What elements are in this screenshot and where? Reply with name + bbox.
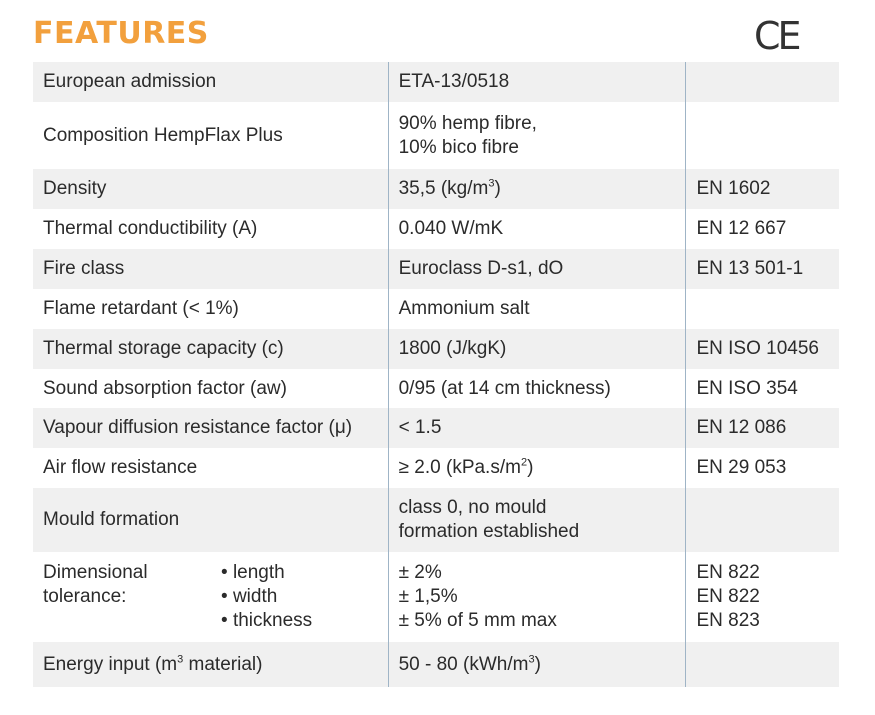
dimensional-tolerance-label: Dimensional tolerance: — [43, 562, 148, 607]
superscript: 2 — [520, 456, 528, 469]
table-row — [33, 552, 839, 642]
table-row — [33, 448, 839, 488]
value-cell: 0/95 (at 14 cm thickness) — [388, 369, 686, 408]
value-cell — [388, 102, 686, 169]
value-cell — [388, 642, 686, 687]
standard-line: EN 822 — [696, 562, 760, 583]
value-line: formation established — [398, 521, 580, 542]
value-text: ) — [534, 653, 541, 675]
superscript: 3 — [488, 177, 495, 190]
table-row — [33, 488, 839, 552]
value-line: ± 1,5% — [398, 586, 458, 607]
features-table — [33, 62, 839, 687]
superscript: 3 — [177, 653, 184, 666]
standard-cell: EN ISO 354 — [696, 377, 798, 399]
table-row — [33, 169, 839, 209]
value-text: 35,5 (kg/m — [398, 178, 489, 199]
property-cell: European admission — [33, 62, 388, 102]
standard-cell: EN 12 086 — [686, 408, 839, 448]
property-cell: Air flow resistance — [43, 457, 198, 478]
value-cell — [388, 552, 686, 642]
value-cell: 0.040 W/mK — [388, 209, 686, 249]
value-cell: 1800 (J/kgK) — [388, 329, 686, 369]
property-cell: Thermal storage capacity (c) — [33, 329, 388, 369]
standard-cell: EN 13 501-1 — [686, 249, 839, 289]
table-row — [33, 209, 839, 249]
standard-cell — [686, 289, 839, 329]
sub-item-width: • width — [221, 585, 312, 609]
value-text: ≥ 2.0 (kPa.s/m — [398, 457, 521, 478]
table-row — [33, 408, 839, 448]
value-cell: ETA-13/0518 — [388, 62, 686, 102]
property-cell: Composition HempFlax Plus — [43, 124, 283, 146]
table-row — [33, 62, 839, 102]
property-cell: Mould formation — [33, 488, 388, 552]
value-line: ± 2% — [398, 562, 442, 583]
property-cell — [33, 642, 388, 687]
page-title: FEATURES — [33, 16, 209, 51]
property-cell: Flame retardant (< 1%) — [43, 298, 239, 319]
table-row — [33, 102, 839, 169]
table-row — [33, 249, 839, 289]
standard-cell: EN 1602 — [686, 169, 839, 209]
value-cell: Ammonium salt — [388, 289, 686, 329]
standard-cell — [686, 102, 839, 169]
value-cell — [388, 169, 686, 209]
tolerance-sub-items — [221, 561, 312, 633]
value-text: ) — [527, 457, 534, 478]
standard-cell: EN ISO 10456 — [686, 329, 839, 369]
value-line: class 0, no mould — [398, 497, 547, 518]
property-text: Energy input (m — [43, 653, 178, 675]
standard-cell — [686, 552, 839, 642]
standard-cell — [686, 642, 839, 687]
property-text: material) — [183, 653, 263, 675]
property-cell: Fire class — [33, 249, 388, 289]
property-cell — [33, 552, 388, 642]
property-cell: Vapour diffusion resistance factor (μ) — [33, 408, 388, 448]
table-row — [33, 369, 839, 408]
value-line: 10% bico fibre — [398, 136, 519, 158]
standard-cell: EN 12 667 — [696, 218, 787, 239]
standard-cell — [686, 62, 839, 102]
property-cell: Thermal conductibility (A) — [43, 218, 258, 239]
value-cell — [388, 448, 686, 488]
sub-item-length: • length — [221, 561, 312, 585]
value-line: ± 5% of 5 mm max — [398, 610, 557, 631]
standard-cell: EN 29 053 — [696, 457, 787, 478]
sub-item-thickness: • thickness — [221, 609, 312, 633]
superscript: 3 — [528, 653, 535, 666]
table-row — [33, 289, 839, 329]
property-cell: Sound absorption factor (aw) — [43, 377, 287, 399]
value-text: ) — [494, 178, 501, 199]
table-row — [33, 642, 839, 687]
value-cell — [388, 488, 686, 552]
table-row — [33, 329, 839, 369]
value-cell: < 1.5 — [388, 408, 686, 448]
standard-line: EN 823 — [696, 610, 760, 631]
value-cell: Euroclass D-s1, dO — [388, 249, 686, 289]
standard-cell — [686, 488, 839, 552]
standard-line: EN 822 — [696, 586, 760, 607]
value-text: 50 - 80 (kWh/m — [398, 653, 529, 675]
ce-mark-icon: CE — [754, 14, 799, 58]
value-line: 90% hemp fibre, — [398, 112, 537, 134]
property-cell: Density — [33, 169, 388, 209]
